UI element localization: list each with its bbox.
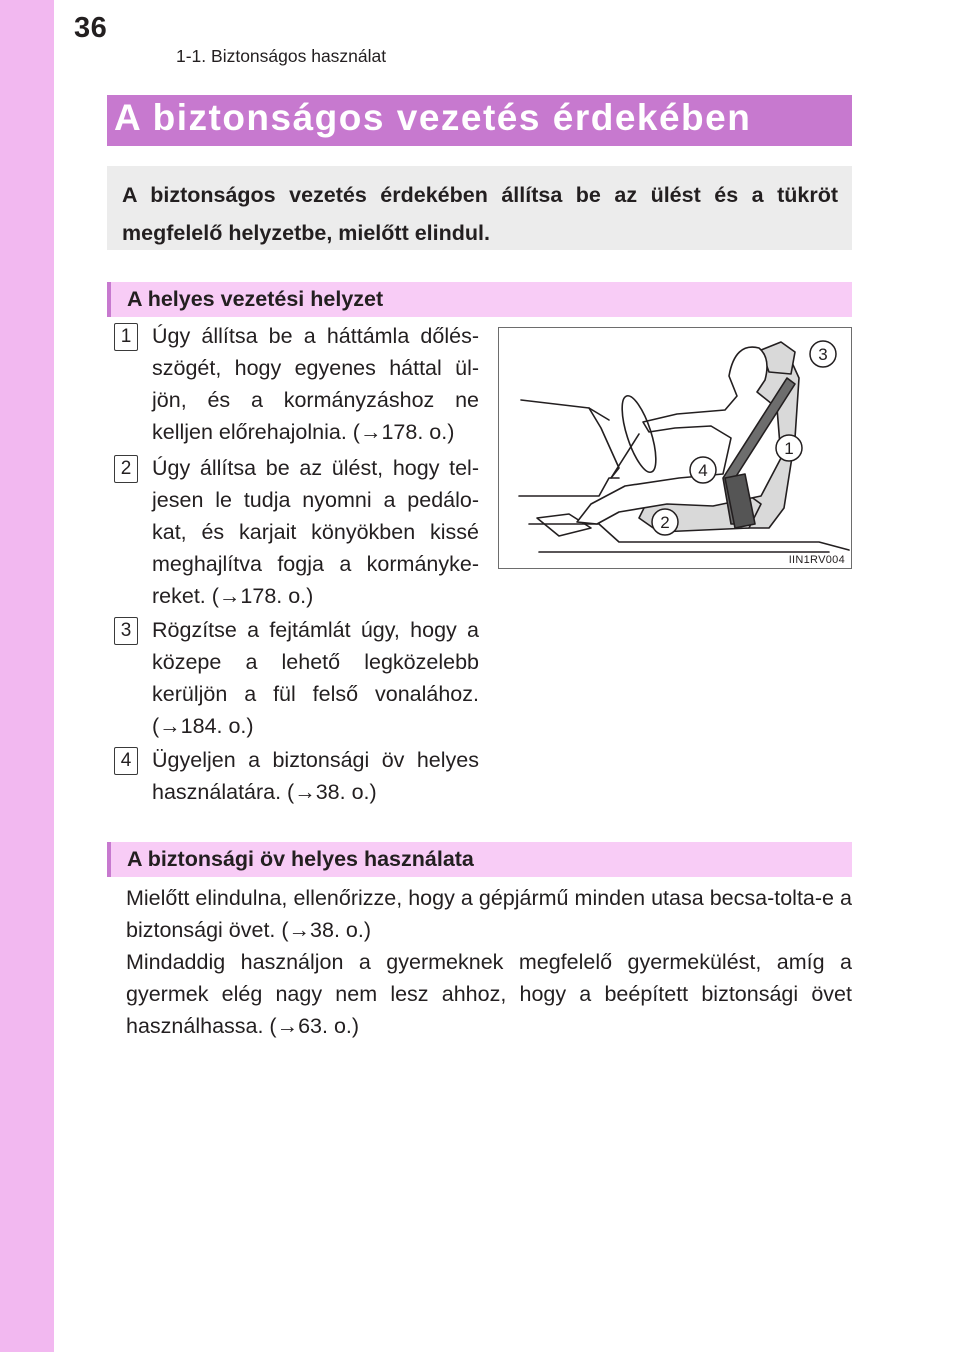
paragraph: Mindaddig használjon a gyermeknek megfelelő gyermekülést, amíg a gyermek elég nagy nem lesz ahhoz, hogy a beépített biztonsági övet használhassa. (→63. o.) xyxy=(126,950,852,1038)
step-number: 1 xyxy=(114,323,138,351)
callout-label: 2 xyxy=(660,513,670,532)
paragraph: Mielőtt elindulna, ellenőrizze, hogy a gépjármű minden utasa becsa-tolta-e a biztonsági övet. (→38. o.) xyxy=(126,886,852,942)
callout-label: 4 xyxy=(698,461,708,480)
figure-code: IIN1RV004 xyxy=(788,554,845,566)
step-text: Rögzítse a fejtámlát úgy, hogy a közepe a lehető legközelebb kerüljön a fül felső vonalához. (→184. o.) xyxy=(152,618,479,738)
summary-text: A biztonságos vezetés érdekében állítsa be az ülést és a tükröt megfelelő helyzetbe, mielőtt elindul. xyxy=(122,183,838,245)
driver-seat-drawing xyxy=(499,328,851,568)
callout-label: 1 xyxy=(784,439,794,458)
page-number: 36 xyxy=(74,12,108,44)
running-header: 1-1. Biztonságos használat xyxy=(176,46,387,66)
step-number: 3 xyxy=(114,617,138,645)
section-header-seatbelt xyxy=(107,842,852,877)
step-text: Úgy állítsa be az ülést, hogy tel-jesen le tudja nyomni a pedálo-kat, és karjait könyökben kissé meghajlítva fogja a kormányke-reket. (→178. o.) xyxy=(152,456,479,608)
seatbelt-body-text xyxy=(126,882,852,1042)
step-number: 4 xyxy=(114,747,138,775)
callout-label: 3 xyxy=(818,345,828,364)
side-tab-strip xyxy=(0,0,54,1352)
section-header-driving-position xyxy=(107,282,852,317)
page-title: A biztonságos vezetés érdekében xyxy=(114,97,752,138)
step-text: Úgy állítsa be a háttámla dőlés-szögét, hogy egyenes háttal ül-jön, és a kormányzáshoz ne kelljen előrehajolnia. (→178. o.) xyxy=(152,324,479,444)
driving-position-illustration xyxy=(498,327,852,569)
step-text: Ügyeljen a biztonsági öv helyes használatára. (→38. o.) xyxy=(152,748,479,804)
section-heading: A biztonsági öv helyes használata xyxy=(127,847,474,871)
step-number: 2 xyxy=(114,455,138,483)
section-heading: A helyes vezetési helyzet xyxy=(127,287,384,311)
